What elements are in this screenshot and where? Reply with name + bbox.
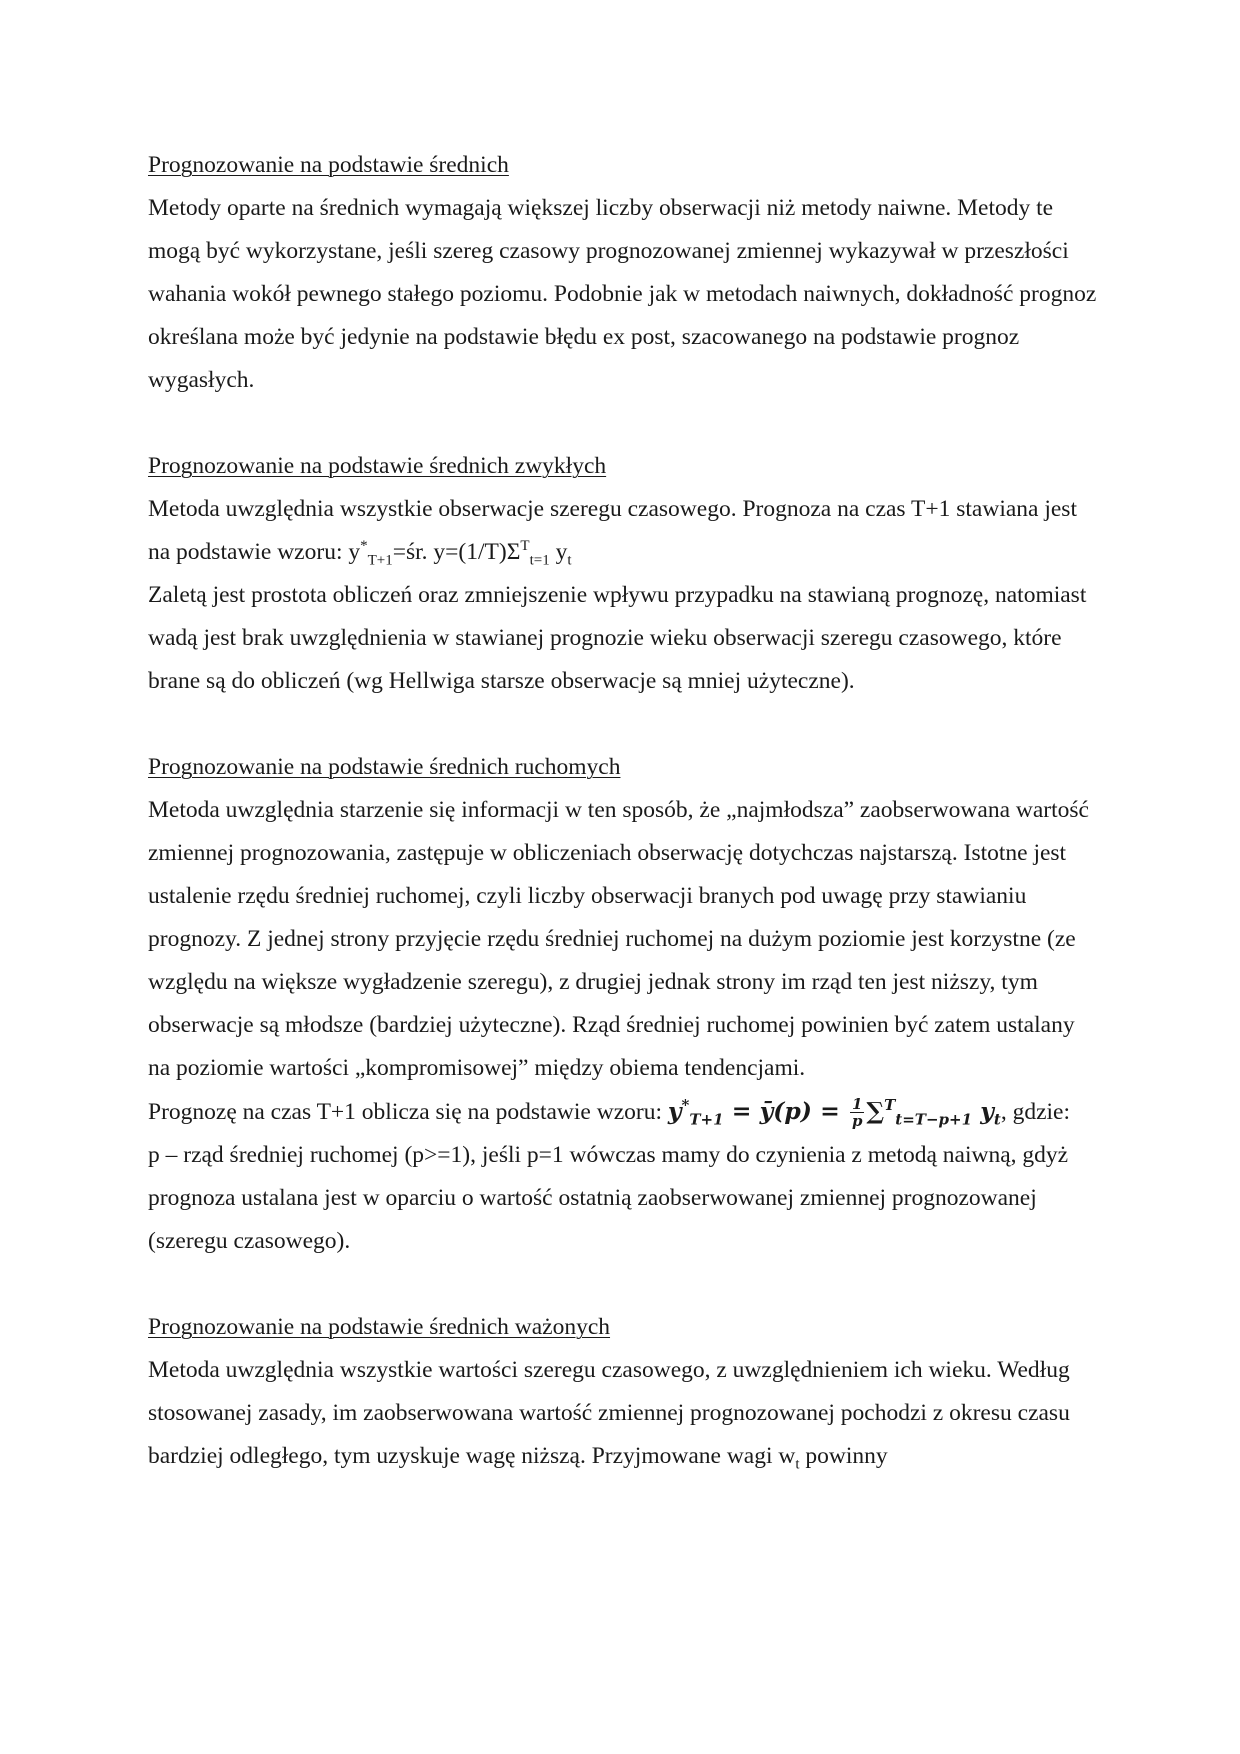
- spacer: [148, 1263, 1098, 1306]
- formula-tail: , gdzie:: [1000, 1099, 1070, 1125]
- section-paragraph: Zaletą jest prostota obliczeń oraz zmniejszenie wpływu przypadku na stawianą prognozę, natomiast wadą jest brak uwzględnienia w stawianej prognozie wieku obserwacji szeregu czasowego, które brane są do obliczeń (wg Hellwiga starsze obserwacje są mniej użyteczne).: [148, 582, 1087, 694]
- spacer: [148, 703, 1098, 746]
- section-heading-moving-averages: Prognozowanie na podstawie średnich ruchomych: [148, 754, 621, 780]
- formula-intro: Prognozę na czas T+1 oblicza się na podstawie wzoru:: [148, 1099, 662, 1125]
- formula-intro: Metoda uwzględnia wszystkie obserwacje szeregu czasowego. Prognoza na czas T+1 stawiana jest na podstawie wzoru:: [148, 496, 1077, 565]
- weight-symbol: w: [778, 1443, 796, 1469]
- section-paragraph: Metoda uwzględnia starzenie się informacji w ten sposób, że „najmłodsza” zaobserwowana wartość zmiennej prognozowania, zastępuje w obliczeniach obserwację dotychczas najstarszą. Istotne jest ustalenie rzędu średniej ruchomej, czyli liczby obserwacji branych pod uwagę przy stawianiu prognozy. Z jednej strony przyjęcie rzędu średniej ruchomej na dużym poziomie jest korzystne (ze względu na większe wygładzenie szeregu), z drugiej jednak strony im rząd ten jest niższy, tym obserwacje są młodsze (bardziej użyteczne). Rząd średniej ruchomej powinien być zatem ustalany na poziomie wartości „kompromisowej” między obiema tendencjami.: [148, 797, 1089, 1081]
- fraction-one-over-p: $\frac{1}{p}$: [851, 1095, 863, 1130]
- formula-paragraph-moving: [148, 1090, 1098, 1134]
- formula-paragraph-simple: [148, 488, 1098, 574]
- document-page: [148, 144, 1098, 1478]
- section-paragraph: Metody oparte na średnich wymagają większej liczby obserwacji niż metody naiwne. Metody te mogą być wykorzystane, jeśli szereg czasowy prognozowanej zmiennej wykazywał w przeszłości wahania wokół pewnego stałego poziomu. Podobnie jak w metodach naiwnych, dokładność prognoz określana może być jedynie na podstawie błędu ex post, szacowanego na podstawie prognoz wygasłych.: [148, 195, 1097, 393]
- section-heading-weighted-averages: Prognozowanie na podstawie średnich ważonych: [148, 1314, 611, 1340]
- moving-average-formula: $y^*_{T+1}$ = ȳ(p) = $\frac{1}{p}$ ∑$^T_{t=T-p+1}$ $y_t$: [667, 1095, 1001, 1130]
- section-heading-simple-averages: Prognozowanie na podstawie średnich zwykłych: [148, 453, 607, 479]
- spacer: [148, 402, 1098, 445]
- section-paragraph: p – rząd średniej ruchomej (p>=1), jeśli p=1 wówczas mamy do czynienia z metodą naiwną, gdyż prognoza ustalana jest w oparciu o wartość ostatnią zaobserwowanej zmiennej prognozowanej (szeregu czasowego).: [148, 1142, 1069, 1254]
- simple-average-formula: $y^*_{T+1}=śr$. $y=(1/T)\Sigma^T_{t=1}$ $y_t$: [348, 538, 572, 569]
- section-heading-averages: Prognozowanie na podstawie średnich: [148, 152, 509, 178]
- section-paragraph: Metoda uwzględnia wszystkie wartości szeregu czasowego, z uwzględnieniem ich wieku. Według stosowanej zasady, im zaobserwowana wartość zmiennej prognozowanej pochodzi z okresu czasu bardziej odległego, tym uzyskuje wagę niższą. Przyjmowane wagi $w_t$ powinny: [148, 1357, 1070, 1473]
